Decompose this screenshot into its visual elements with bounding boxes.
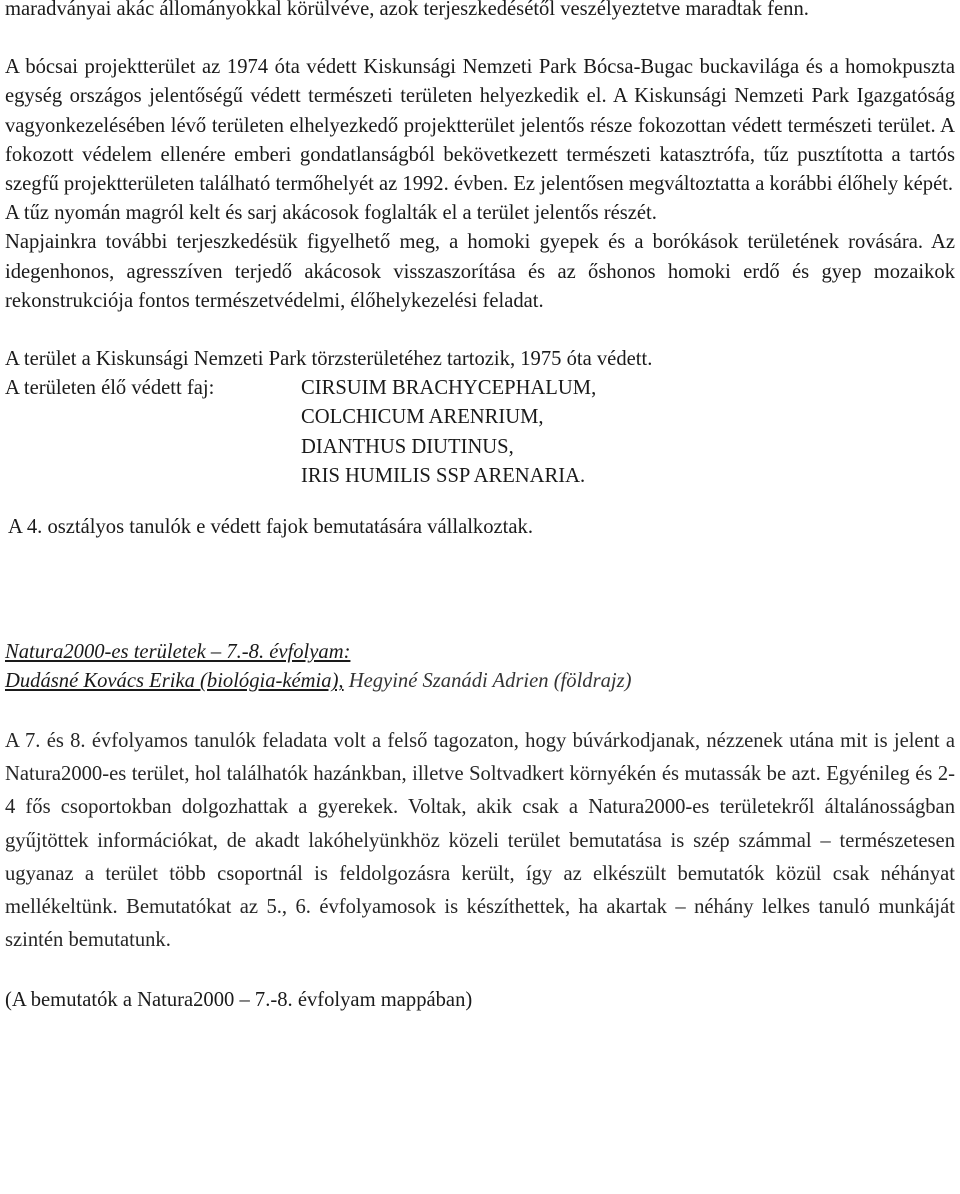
protected-species-block bbox=[5, 374, 955, 491]
species-label: A területen élő védett faj: bbox=[5, 377, 215, 400]
spacer bbox=[5, 491, 955, 513]
species-item: DIANTHUS DIUTINUS, bbox=[301, 435, 514, 458]
species-item: CIRSUIM BRACHYCEPHALUM, bbox=[301, 377, 597, 400]
spacer bbox=[5, 542, 955, 638]
spacer bbox=[5, 958, 955, 986]
author-first: Dudásné Kovács Erika (biológia-kémia), bbox=[5, 670, 344, 693]
closing-note: (A bemutatók a Natura2000 – 7.-8. évfolyam mappában) bbox=[5, 988, 473, 1011]
paragraph-grade-7-8: A 7. és 8. évfolyamos tanulók feladata volt a felső tagozaton, hogy búvárkodjanak, nézzenek utána mit is jelent a Natura2000-es terület, hol találhatók hazánkban, illetve Soltvadkert környékén és mutassák be azt. Egyénileg és 2-4 fős csoportokban dolgozhattak a gyerekek. Voltak, akik csak a Natura2000-es területekről általánosságban gyűjtöttek információkat, de akadt lakóhelyünkhöz közeli terület bemutatása is szép számmal – természetesen ugyanaz a terület több csoportnál is feldolgozásra került, így az elkészült bemutatók közül csak néhányat mellékeltünk. Bemutatókat az 5., 6. évfolyamosok is készíthettek, ha akartak – néhány lelkes tanuló munkáját szintén bemutatunk. bbox=[5, 729, 955, 952]
paragraph-fire-aftermath: A tűz nyomán magról kelt és sarj akácosok foglalták el a terület jelentős részét. bbox=[5, 202, 657, 225]
paragraph-protected-since: A terület a Kiskunsági Nemzeti Park törzsterületéhez tartozik, 1975 óta védett. bbox=[5, 348, 653, 371]
document-page bbox=[5, 0, 955, 1015]
species-item: COLCHICUM ARENRIUM, bbox=[301, 406, 544, 429]
paragraph-spread: Napjainkra további terjeszkedésük figyelhető meg, a homoki gyepek és a borókások területének rovására. Az idegenhonos, agresszíven terjedő akácosok visszaszorítása és az őshonos homoki erdő és gyep mozaikok rekonstrukciója fontos természetvédelmi, élőhelykezelési feladat. bbox=[5, 231, 955, 312]
paragraph-bocsai-project: A bócsai projektterület az 1974 óta védett Kiskunsági Nemzeti Park Bócsa-Bugac buckavilága és a homokpuszta egység országos jelentőségű védett természeti területen helyezkedik el. A Kiskunsági Nemzeti Park Igazgatóság vagyonkezelésében lévő területen elhelyezkedő projektterület jelentős része fokozottan védett természeti terület. A fokozott védelem ellenére emberi gondatlanságból bekövetkezett természeti katasztrófa, tűz pusztította a tartós szegfű projektterületen található termőhelyét az 1992. évben. Ez jelentősen megváltoztatta a korábbi élőhely képét. bbox=[5, 56, 955, 196]
section-heading: Natura2000-es területek – 7.-8. évfolyam: bbox=[5, 641, 351, 664]
fourth-grade-task: A 4. osztályos tanulók e védett fajok bemutatására vállalkoztak. bbox=[8, 516, 533, 539]
spacer bbox=[5, 697, 955, 725]
species-item: IRIS HUMILIS SSP ARENARIA. bbox=[301, 464, 586, 487]
paragraph-akac-intro: maradványai akác állományokkal körülvéve, azok terjeszkedésétől veszélyeztetve maradtak fenn. bbox=[5, 0, 809, 20]
species-list bbox=[301, 374, 596, 491]
author-second: Hegyiné Szanádi Adrien (földrajz) bbox=[343, 670, 632, 693]
spacer bbox=[5, 316, 955, 345]
spacer bbox=[5, 24, 955, 53]
section-authors bbox=[5, 667, 955, 696]
